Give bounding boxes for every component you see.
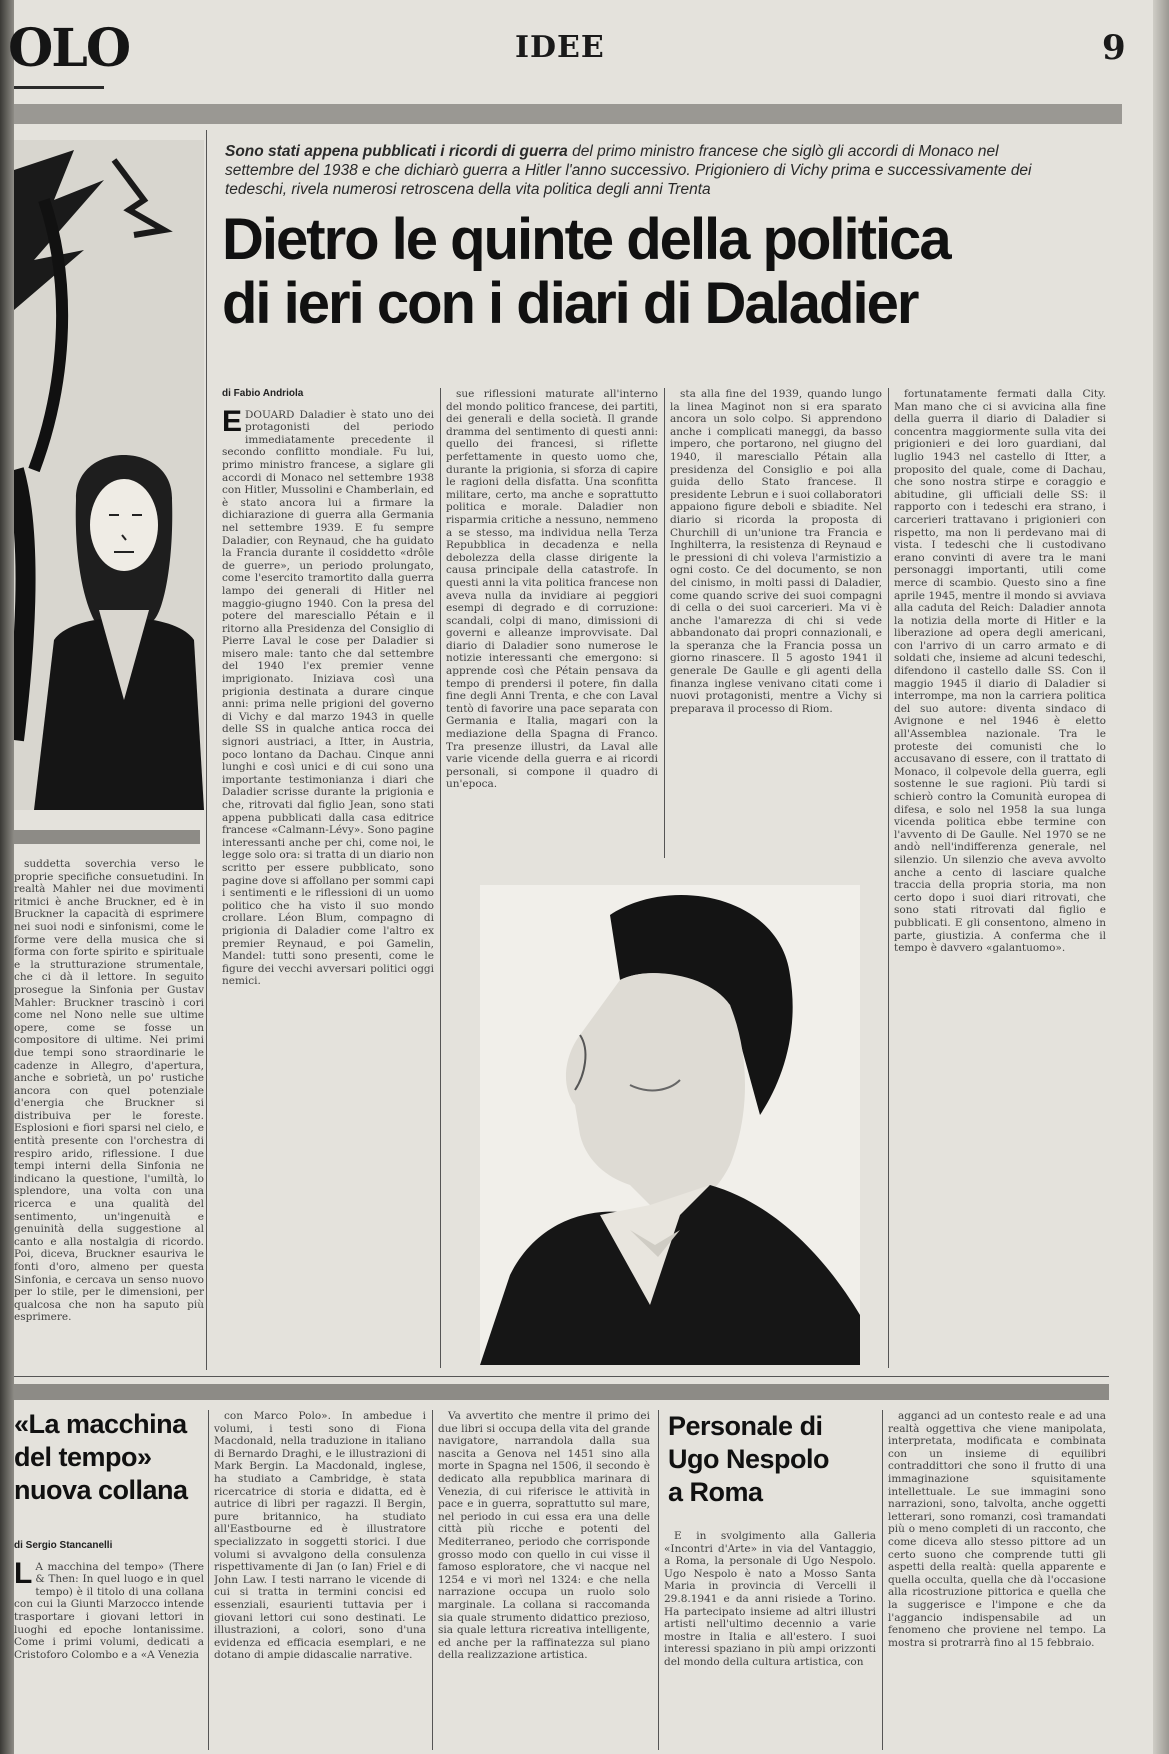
- main-article-col2-text: sue riflessioni maturate all'interno del mondo politico francese, dei partiti, dei generali e della società. Il grande dramma del sentimento di questi anni: quello dei francesi, si riflette perfettamente in questo uomo che, durante la prigionia, si sforza di capire le ragioni della disfatta. Una sconfitta militare, certo, ma anche e soprattutto politica e morale. Daladier non risparmia critiche a nessuno, nemmeno a se stesso, ma individua nella Terza Repubblica in decadenza e nella debolezza della classe dirigente la causa principale della catastrofe. In questi anni la vita politica francese non aveva nulla da invidiare ai peggiori esempi di degrado e di corruzione: scandali, colpi di mano, dimissioni di governi e alleanze improvvisate. Dal diario di Daladier sono numerose le notizie interessanti che emergono: si apprende così che Pétain pensava da tempo di prendersi il potere, fin dalla fine degli Anni Trenta, e che con Laval tentò di favorire una pace separata con Germania e Italia, magari con la mediazione della Spagna di Franco. Tra presenze illustri, da Laval alle varie vicende della guerra e ai ricordi personali, si compone il quadro di un'epoca.: [446, 388, 658, 791]
- nespolo-article-col1-text: E in svolgimento alla Galleria «Incontri d'Arte» in via del Vantaggio, a Roma, la personale di Ugo Nespolo. Ugo Nespolo è nato a Mosso Santa Maria in provincia di Vercelli il 29.8.1941 e da anni risiede a Torino. Ha partecipato insieme ad altri illustri artisti nell'ultimo decennio a varie mostre in Italia e all'estero. I suoi interessi spaziano in più ampi orizzonti del mondo della cultura artistica, con: [664, 1530, 876, 1668]
- main-headline-line1: Dietro le quinte della politica: [222, 207, 950, 272]
- nespolo-headline-line1: Personale di: [668, 1411, 823, 1441]
- main-article-dropcap: E: [222, 404, 243, 438]
- time-article-headline: [14, 1408, 204, 1507]
- column-divider-left: [206, 130, 207, 1370]
- portrait-daladier: [480, 885, 860, 1365]
- nespolo-article-column-1: [664, 1530, 876, 1750]
- nespolo-article-column-2: [888, 1410, 1106, 1750]
- masthead-fragment: OLO: [8, 18, 130, 79]
- left-article-text: suddetta soverchia verso le proprie specifiche consuetudini. In realtà Mahler nei due movimenti ritmici è anche Bruckner, ed è in Bruckner la capacità di esprimere nei suoi nodi e sinfonismi, come le forme vere della musica che si forma con forte spirito e spirituale e la strutturazione strumentale, che ci dà il lettore. In seguito prosegue la Sinfonia per Gustav Mahler: Bruckner trascinò i cori come nel Nono nelle sue ultime opere, come se fosse un compositore di ultime. Nei primi due tempi sono straordinarie le cadenze in Allegro, d'apertura, anche e sobrietà, un po' rustiche ancora con quel potenziale d'energia che Bruckner si distribuiva per le foreste. Esplosioni e fiori sparsi nel cielo, e entità presente con l'orchestra di respiro arido, riflessione. I due tempi interni della Sinfonia ne indicano la questione, l'umiltà, lo splendore, una volta con una ricerca e una qualità del sentimento, un'ingenuità e genuinità della suggestione al canto e alla nostalgia di ricordo. Poi, diceva, Bruckner esauriva le fonti d'oro, almeno per questa Sinfonia, e cercava un senso nuovo per lo stile, per le dimensioni, per qualcosa che non ha saputo più esprimere.: [14, 858, 204, 1324]
- header-band: [14, 104, 1122, 124]
- main-article-column-4: [894, 388, 1106, 1368]
- main-article-col3-text: sta alla fine del 1939, quando lungo la linea Maginot non si era sparato ancora un solo colpo. Si apprendono anche i complicati maneggi, da basso impero, che portarono, nel giugno del 1940, il maresciallo Pétain alla presidenza del Consiglio e poi alla guida dello Stato francese. Il presidente Lebrun e i suoi collaboratori appaiono figure deboli e sbiadite. Nel diario si ricorda la proposta di Churchill di un'unione tra Francia e Inghilterra, la resistenza di Reynaud e le pressioni di chi voleva l'armistizio a ogni costo. Ce del documento, se non del cinismo, in molti passi di Daladier, come quando scrive dei suoi compagni di cella o dei suoi carcerieri. Ma vi è anche l'amarezza di chi si vede abbandonato dai propri connazionali, e la speranza che la Francia possa un giorno rinascere. Il 5 agosto 1941 il generale De Gaulle e gli agenti della finanza inglese venivano citati come i nuovi protagonisti, mentre a Vichy si preparava il processo di Riom.: [670, 388, 882, 715]
- bottom-section-rule: [14, 1376, 1109, 1377]
- column-divider-3: [888, 388, 889, 1368]
- main-article-col4-text: fortunatamente fermati dalla City. Man mano che ci si avvicina alla fine della guerra il diario di Daladier si concentra maggiormente sulla vita dei prigionieri e dei loro guardiani, dal luglio 1943 nel castello di Itter, a proposito del quale, come di Dachau, che sono nostra stirpe e coraggio e abitudine, gli ufficiali delle SS: il rapporto con i tedeschi era strano, i carcerieri trattavano i prigionieri con rispetto, ma non li perdevano mai di vista. I tedeschi che li custodivano erano convinti di avere tra le mani personaggi importanti, utili come merce di scambio. Questo sino a fine aprile 1945, mentre il mondo si avviava alla caduta del Reich: Daladier annota la notizia della morte di Hitler e la liberazione ad opera degli americani, con l'arrivo di un carro armato e di soldati che, insieme ad alcuni tedeschi, difendono il castello dalle SS. Con il maggio 1945 il diario di Daladier si interrompe, ma non la carriera politica del suo autore: diventa sindaco di Avignone e nel 1946 è eletto all'Assemblea nazionale. Tra le proteste dei comunisti che lo accusavano di essere, con il trattato di Monaco, il colpevole della guerra, egli sostenne le sue ragioni. Più tardi si schierò contro la Comunità europea di difesa, e solo nel 1958 la sua lunga vicenda politica ebbe termine con l'avvento di De Gaulle. Nel 1970 se ne andò nell'indifferenza generale, nel silenzio. Un silenzio che aveva avvolto anche a cento di lasciare qualche traccia della propria storia, ma non certo dopo i suoi diari ritrovati, che sono stati ritrovati dal figlio e pubblicati. E gli consentono, almeno in parte, giustizia. A conferma che il tempo è davvero «galantuomo».: [894, 388, 1106, 955]
- main-article-kicker: [225, 142, 1055, 199]
- column-divider-1: [440, 388, 441, 1368]
- time-article-column-3: [438, 1410, 650, 1750]
- illustration-woman-tree-drawing: [14, 140, 204, 810]
- nespolo-article-headline: [668, 1410, 883, 1509]
- nespolo-article-col2-text: agganci ad un contesto reale e ad una realtà oggettiva che viene manipolata, interpretata, modificata e combinata con un insieme di equilibri contraddittori che sono il frutto di una immaginazione squisitamente intellettuale. Le sue immagini sono narrazioni, sono, talvolta, anche oggetti letterari, sono romanzi, così tramandati più o meno completi di un racconto, che come diceva allo stesso pittore ad un certo suono che comprende tutti gli aspetti della realtà: quella apparente e quella occulta, quella che dà l'occasione alla ricostruzione pittorica e quella che la suggerisce e l'impone e che da l'aggancio indispensabile ad un fenomeno che proviene nel tempo. La mostra si protrarrà fino al 15 febbraio.: [888, 1410, 1106, 1649]
- kicker-bold: Sono stati appena pubblicati i ricordi di guerra: [225, 143, 568, 160]
- time-article-col3-text: Va avvertito che mentre il primo dei due libri si occupa della vita del grande navigatore, narrandola dalla sua nascita a Genova nel 1451 sino alla morte in Spagna nel 1506, il secondo è dedicato alla repubblica marinara di Venezia, di cui riferisce le attività in pace e in guerra, soprattutto sul mare, nel periodo in cui essa era una delle città più ricche e potenti del Mediterraneo, periodo che corrisponde grosso modo con quello in cui visse il famoso esploratore, che vi nacque nel 1254 e vi morì nel 1324: e che nella narrazione occupa un ruolo solo marginale. La collana si raccomanda sia quale strumento didattico prezioso, sia quale lettura ricreativa intelligente, ed anche per la raffinatezza sul piano della realizzazione artistica.: [438, 1410, 650, 1662]
- bottom-divider-1: [208, 1410, 209, 1750]
- main-article-column-1: [222, 388, 434, 1368]
- time-headline-line1: «La macchina: [14, 1409, 187, 1439]
- nespolo-headline-line2: Ugo Nespolo: [668, 1444, 829, 1474]
- main-article-column-2: [446, 388, 658, 856]
- bottom-divider-3: [658, 1410, 659, 1750]
- time-article-column-1: [14, 1540, 204, 1750]
- left-article-column: [14, 858, 204, 1378]
- illustration-woman-tree: [14, 140, 204, 810]
- bottom-divider-4: [882, 1410, 883, 1750]
- portrait-daladier-drawing: [480, 885, 860, 1365]
- page-number: 9: [1102, 28, 1126, 68]
- time-article-byline: di Sergio Stancanelli: [14, 1540, 113, 1551]
- main-headline-line2: di ieri con i diari di Daladier: [222, 271, 918, 336]
- section-title: IDEE: [515, 30, 605, 65]
- main-article-byline: di Fabio Andriola: [222, 388, 304, 399]
- kicker-rest: del primo ministro francese che siglò gli accordi di Monaco nel settembre del 1938 e che dichiarò guerra a Hitler l'anno successivo. Prigioniero di Vichy prima e successivamente dei tedeschi, rivela numerosi retroscena della vita politica degli anni Trenta: [225, 143, 1032, 198]
- main-article-column-3: [670, 388, 882, 856]
- column-divider-2: [664, 388, 665, 858]
- main-headline: [222, 208, 1112, 336]
- time-headline-line3: nuova collana: [14, 1475, 188, 1505]
- time-article-col2-text: con Marco Polo». In ambedue i volumi, i testi sono di Fiona Macdonald, nella traduzione in italiano di Bernardo Draghi, e le illustrazioni di Mark Bergin. La Macdonald, inglese, ha studiato a Cambridge, è stata ricercatrice di storia e didatta, ed è autrice di libri per ragazzi. Il Bergin, pure britannico, ha studiato all'Eastbourne ed è illustratore specializzato in soggetti storici. I due volumi si avvalgono della consulenza rispettivamente di Jan (o Ian) Friel e di John Law. I testi narrano le vicende di cui si tratta in termini concisi ed essenziali, esaurienti tuttavia per i giovani lettori cui sono destinati. Le illustrazioni, a colori, sono d'una evidenza ed efficacia esemplari, e ne dotano di ampie didascalie narrative.: [214, 1410, 426, 1662]
- time-article-col1-text: A macchina del tempo» (There & Then: In quel luogo e in quel tempo) è il titolo di una collana con cui la Giunti Marzocco intende trasportare i giovani lettori in luoghi ed epoche lontanissime. Come i primi volumi, dedicati a Cristoforo Colombo e a «A Venezia: [14, 1560, 204, 1661]
- time-article-dropcap: L: [14, 1556, 33, 1590]
- page-binding-shadow: [0, 0, 14, 1754]
- bottom-divider-2: [432, 1410, 433, 1750]
- page-edge-shadow: [1153, 0, 1169, 1754]
- masthead-underline: [14, 86, 104, 89]
- main-article-col1-text: DOUARD Daladier è stato uno dei protagonisti del periodo immediatamente precedente il secondo conflitto mondiale. Fu lui, primo ministro francese, a siglare gli accordi di Monaco nel settembre 1938 con Hitler, Mussolini e Chamberlain, ed è stato ancora lui a firmare la dichiarazione di guerra alla Germania nel settembre 1939. E fu sempre Daladier, con Reynaud, che ha guidato la Francia durante il cosiddetto «drôle de guerre», un periodo prolungato, come l'esercito tramortito dalla guerra lampo dei generali di Hitler nel maggio-giugno 1940. Con la presa del potere del maresciallo Pétain e il ritorno alla Presidenza del Consiglio di Pierre Laval le cose per Daladier si misero male: tanto che dal settembre del 1940 l'ex premier venne imprigionato. Iniziava così una prigionia destinata a durare cinque anni: prima nelle prigioni del governo di Vichy e dal marzo 1943 in quelle delle SS in qualche antica rocca dei signori austriaci, a Itter, in Austria, poco lontano da Dachau. Cinque anni lunghi e così unici e di cui sono una importante testimonianza i diari che Daladier scrisse durante la prigionia e che, ritrovati dal figlio Jean, sono stati appena pubblicati dalla casa editrice francese «Calmann-Lévy». Sono pagine interessanti anche per chi, come noi, le legge solo ora: si tratta di un diario non scritto per essere pubblicato, sono pagine dove si affollano per sommi capi i sentimenti e le riflessioni di un uomo politico che ha visto il suo mondo crollare. Léon Blum, compagno di prigionia di Daladier come l'altro ex premier Reynaud, e poi Gamelin, Mandel: tutti sono presenti, come le figure dei vecchi avversari politici oggi nemici.: [222, 408, 434, 988]
- bottom-section-band: [14, 1384, 1109, 1400]
- nespolo-headline-line3: a Roma: [668, 1477, 763, 1507]
- time-article-column-2: [214, 1410, 426, 1750]
- left-separator-bar: [14, 830, 200, 844]
- time-headline-line2: del tempo»: [14, 1442, 152, 1472]
